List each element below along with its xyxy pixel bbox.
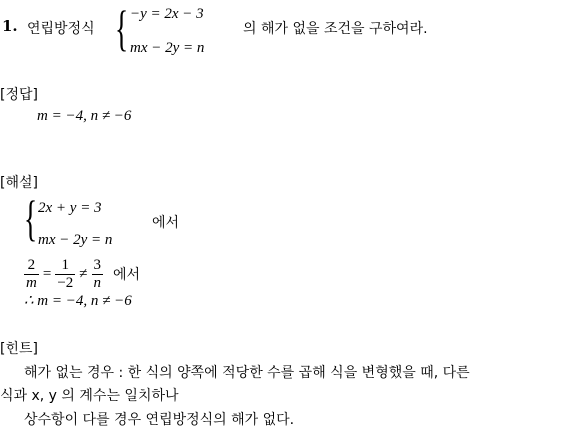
explanation-header: [해설] — [0, 175, 38, 191]
hint-line-3: 상수항이 다를 경우 연립방정식의 해가 없다. — [24, 412, 295, 428]
hint-line-1: 해가 없는 경우 : 한 식의 양쪽에 적당한 수를 곱해 식을 변형했을 때, 다른 — [24, 365, 470, 381]
equals-sign: = — [42, 265, 52, 282]
problem-number: 1. — [2, 17, 18, 35]
explanation-equation-2: mx − 2y = n — [38, 232, 113, 248]
fraction-denominator: −2 — [57, 274, 74, 291]
fraction-denominator: m — [26, 274, 37, 291]
hint-line-2: 식과 x, y 의 계수는 일치하나 — [0, 388, 179, 404]
hint-header: [힌트] — [0, 341, 38, 357]
explanation-conclusion: ∴ m = −4, n ≠ −6 — [24, 293, 132, 309]
fraction-2-over-m — [24, 257, 39, 292]
explanation-fraction-suffix: 에서 — [113, 267, 141, 283]
problem-lead-text: 연립방정식 — [27, 21, 95, 37]
fraction-1-over-neg2 — [55, 257, 75, 292]
not-equal-sign: ≠ — [79, 265, 88, 282]
problem-equation-2: mx − 2y = n — [130, 40, 205, 56]
answer-header: [정답] — [0, 87, 38, 103]
explanation-system-brace: { — [24, 190, 38, 246]
fraction-numerator: 3 — [93, 256, 102, 273]
fraction-numerator: 2 — [24, 257, 39, 275]
problem-equation-1: −y = 2x − 3 — [130, 6, 204, 22]
problem-tail-text: 의 해가 없을 조건을 구하여라. — [243, 21, 428, 37]
problem-system-brace: { — [115, 0, 129, 56]
fraction-3-over-n — [92, 257, 104, 292]
answer-value: m = −4, n ≠ −6 — [37, 108, 132, 124]
explanation-equation-1: 2x + y = 3 — [38, 200, 102, 216]
fraction-denominator: n — [93, 274, 102, 291]
explanation-fraction-row — [24, 254, 140, 294]
fraction-numerator: 1 — [55, 257, 75, 275]
explanation-system-suffix: 에서 — [152, 215, 180, 231]
